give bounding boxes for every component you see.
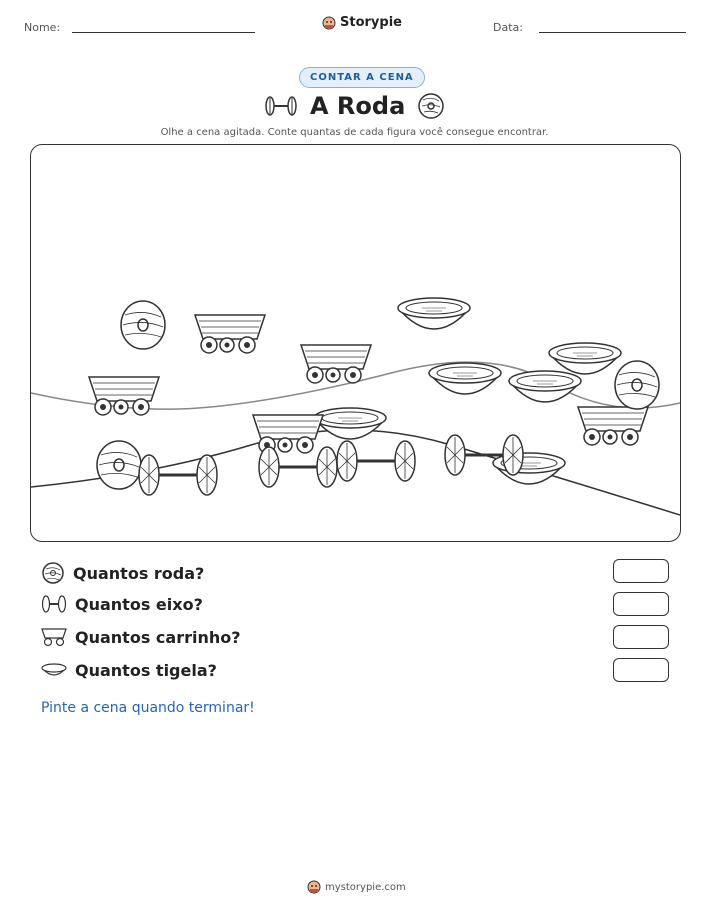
bowl-3 [429, 363, 501, 394]
question-bowl [41, 660, 217, 680]
axle-2 [259, 447, 337, 487]
name-line[interactable] [72, 32, 255, 33]
activity-badge: CONTAR A CENA [299, 67, 425, 88]
wheel-icon [417, 92, 445, 120]
bowl-5 [314, 408, 386, 439]
answer-box-wheel[interactable] [613, 559, 669, 583]
answer-box-bowl[interactable] [613, 658, 669, 682]
bowl-icon [41, 660, 67, 680]
wheel-3 [97, 441, 141, 489]
axle-icon [264, 95, 298, 117]
answer-box-cart[interactable] [613, 625, 669, 649]
cart-1 [195, 315, 265, 353]
bowl-1 [398, 298, 470, 329]
storypie-mascot-icon [322, 16, 336, 30]
footer-url: mystorypie.com [325, 881, 406, 893]
wheel-1 [121, 301, 165, 349]
question-text: Quantos carrinho? [75, 627, 241, 647]
title-row [264, 92, 445, 120]
footer [307, 880, 406, 894]
cart-icon [41, 627, 67, 647]
axle-1 [139, 455, 217, 495]
question-cart [41, 627, 241, 647]
wheel-2 [615, 361, 659, 409]
axle-4 [445, 435, 523, 475]
date-line[interactable] [539, 32, 686, 33]
page-title: A Roda [310, 92, 406, 120]
axle-icon [41, 594, 67, 614]
cart-4 [253, 415, 323, 453]
question-text: Quantos tigela? [75, 660, 217, 680]
question-wheel [41, 561, 204, 585]
name-label: Nome: [24, 21, 61, 34]
answer-box-axle[interactable] [613, 592, 669, 616]
question-text: Quantos roda? [73, 563, 205, 583]
brand-name: Storypie [340, 15, 402, 30]
instructions: Olhe a cena agitada. Conte quantas de cada figura você consegue encontrar. [160, 127, 549, 138]
storypie-mascot-icon [307, 880, 321, 894]
wheel-icon [41, 561, 65, 585]
cart-5 [578, 407, 648, 445]
date-label: Data: [493, 21, 523, 34]
cart-3 [89, 377, 159, 415]
question-axle [41, 594, 203, 614]
counting-scene[interactable] [30, 144, 681, 542]
axle-3 [337, 441, 415, 481]
question-text: Quantos eixo? [75, 594, 203, 614]
cart-2 [301, 345, 371, 383]
closing-instruction: Pinte a cena quando terminar! [41, 700, 255, 716]
brand-logo [322, 15, 402, 30]
bowl-2 [549, 343, 621, 374]
scene-illustration [31, 145, 680, 541]
bowl-4 [509, 371, 581, 402]
